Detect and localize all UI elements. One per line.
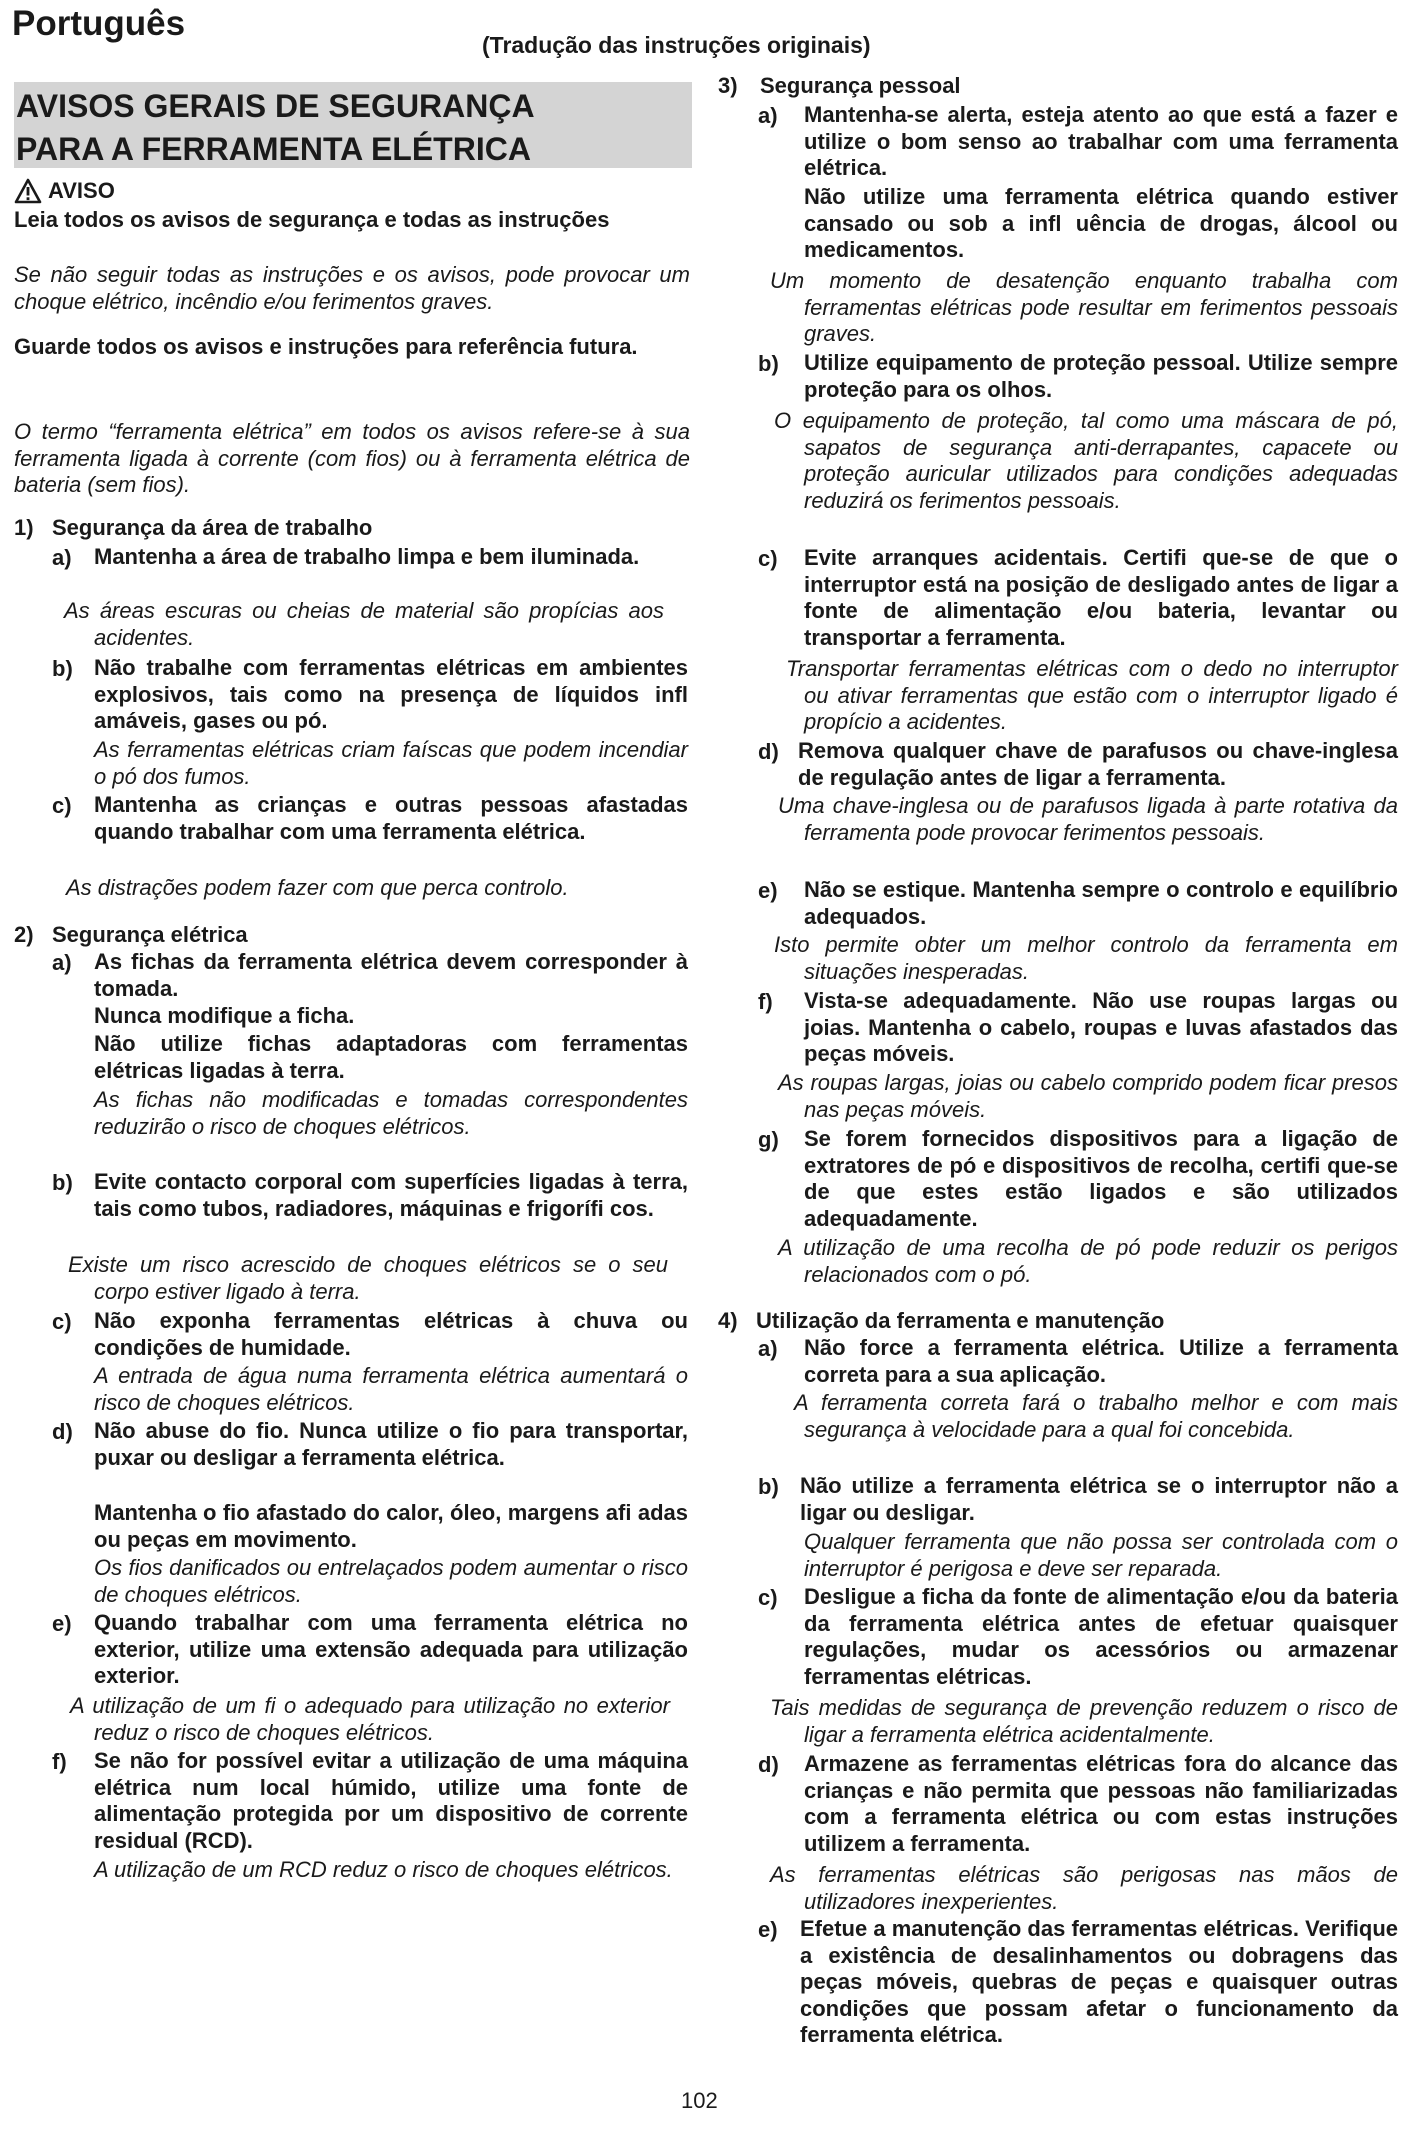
section-1-number: 1)	[14, 515, 34, 540]
page-number: 102	[681, 2088, 718, 2113]
warning-read-all: Leia todos os avisos de segurança e todas as instruções	[14, 207, 610, 232]
s3-b-text: Utilize equipamento de proteção pessoal. Utilize sempre proteção para os olhos.	[804, 350, 1398, 402]
s2-d-note: Os fios danificados ou entrelaçados podem aumentar o risco de choques elétricos.	[94, 1555, 688, 1607]
s1-a-note: As áreas escuras ou cheias de material são propícias aos acidentes.	[64, 598, 664, 650]
s2-e-label: e)	[52, 1611, 72, 1636]
warning-label: AVISO	[48, 178, 115, 203]
s4-c-text: Desligue a ficha da fonte de alimentação e/ou da bateria da ferramenta elétrica antes de efetuar quaisquer regulações, mudar os acessórios ou armazenar ferramentas elétricas.	[804, 1584, 1398, 1689]
s2-b-text: Evite contacto corporal com superfícies ligadas à terra, tais como tubos, radiadores, máquinas e frigorífi cos.	[94, 1169, 688, 1221]
s3-g-note: A utilização de uma recolha de pó pode reduzir os perigos relacionados com o pó.	[778, 1235, 1398, 1287]
s1-b-note: As ferramentas elétricas criam faíscas que podem incendiar o pó dos fumos.	[94, 737, 688, 789]
s3-e-note: Isto permite obter um melhor controlo da ferramenta em situações inesperadas.	[774, 932, 1398, 984]
s3-f-label: f)	[758, 989, 773, 1014]
language-heading: Português	[12, 4, 186, 43]
s2-b-note: Existe um risco acrescido de choques elétricos se o seu corpo estiver ligado à terra.	[68, 1252, 668, 1304]
s2-a-label: a)	[52, 950, 72, 975]
s2-d-label: d)	[52, 1419, 73, 1444]
s3-a-text-1: Mantenha-se alerta, esteja atento ao que está a fazer e utilize o bom senso ao trabalhar com uma ferramenta elétrica.	[804, 102, 1398, 180]
s3-a-note: Um momento de desatenção enquanto trabalha com ferramentas elétricas pode resultar em ferimentos pessoais graves.	[770, 268, 1398, 346]
s1-b-label: b)	[52, 656, 73, 681]
s3-b-note: O equipamento de proteção, tal como uma máscara de pó, sapatos de segurança anti-derrapantes, capacete ou proteção auricular utilizados para condições adequadas reduzirá os ferimentos pessoais.	[774, 408, 1398, 513]
s4-b-label: b)	[758, 1474, 779, 1499]
s4-a-label: a)	[758, 1336, 778, 1361]
s2-c-label: c)	[52, 1309, 72, 1334]
s1-b-text: Não trabalhe com ferramentas elétricas em ambientes explosivos, tais como na presença de líquidos infl amáveis, gases ou pó.	[94, 655, 688, 733]
s1-c-text: Mantenha as crianças e outras pessoas afastadas quando trabalhar com uma ferramenta elétrica.	[94, 792, 688, 844]
s2-f-text: Se não for possível evitar a utilização de uma máquina elétrica num local húmido, utilize uma fonte de alimentação protegida por um dispositivo de corrente residual (RCD).	[94, 1748, 688, 1853]
s3-f-text: Vista-se adequadamente. Não use roupas largas ou joias. Mantenha o cabelo, roupas e luvas afastados das peças móveis.	[804, 988, 1398, 1066]
banner-line-2: PARA A FERRAMENTA ELÉTRICA	[16, 131, 531, 167]
section-2-title: Segurança elétrica	[52, 922, 248, 947]
s3-c-text: Evite arranques acidentais. Certifi que-se de que o interruptor está na posição de desligado antes de ligar a fonte de alimentação e/ou bateria, levantar ou transportar a ferramenta.	[804, 545, 1398, 650]
s4-d-label: d)	[758, 1752, 779, 1777]
s4-d-text: Armazene as ferramentas elétricas fora do alcance das crianças e não permita que pessoas não familiarizadas com a ferramenta elétrica ou com estas instruções utilizem a ferramenta.	[804, 1751, 1398, 1856]
s2-a-note: As fichas não modificadas e tomadas correspondentes reduzirão o risco de choques elétricos.	[94, 1087, 688, 1139]
translation-note: (Tradução das instruções originais)	[482, 32, 871, 58]
section-3-number: 3)	[718, 73, 738, 98]
s2-a-text-2: Nunca modifique a ficha.	[94, 1003, 355, 1028]
s3-f-note: As roupas largas, joias ou cabelo comprido podem ficar presos nas peças móveis.	[778, 1070, 1398, 1122]
s2-c-text: Não exponha ferramentas elétricas à chuva ou condições de humidade.	[94, 1308, 688, 1360]
s3-b-label: b)	[758, 351, 779, 376]
s4-a-text: Não force a ferramenta elétrica. Utilize a ferramenta correta para a sua aplicação.	[804, 1335, 1398, 1387]
s3-d-note: Uma chave-inglesa ou de parafusos ligada à parte rotativa da ferramenta pode provocar ferimentos pessoais.	[778, 793, 1398, 845]
s4-d-note: As ferramentas elétricas são perigosas nas mãos de utilizadores inexperientes.	[770, 1862, 1398, 1914]
s4-a-note: A ferramenta correta fará o trabalho melhor e com mais segurança à velocidade para a qual foi concebida.	[794, 1390, 1398, 1442]
s3-a-text-2: Não utilize uma ferramenta elétrica quando estiver cansado ou sob a infl uência de drogas, álcool ou medicamentos.	[804, 184, 1398, 262]
s3-e-text: Não se estique. Mantenha sempre o controlo e equilíbrio adequados.	[804, 877, 1398, 929]
warning-triangle-icon	[14, 178, 42, 204]
s3-d-text: Remova qualquer chave de parafusos ou chave-inglesa de regulação antes de ligar a ferramenta.	[798, 738, 1398, 790]
section-3-title: Segurança pessoal	[760, 73, 961, 98]
s2-f-note: A utilização de um RCD reduz o risco de choques elétricos.	[94, 1857, 673, 1882]
s1-c-note: As distrações podem fazer com que perca controlo.	[66, 875, 569, 900]
s1-c-label: c)	[52, 793, 72, 818]
s3-g-text: Se forem fornecidos dispositivos para a ligação de extratores de pó e dispositivos de recolha, certifi que-se de que estes estão ligados e são utilizados adequadamente.	[804, 1126, 1398, 1231]
s2-e-text: Quando trabalhar com uma ferramenta elétrica no exterior, utilize uma extensão adequada para utilização exterior.	[94, 1610, 688, 1688]
s3-c-note: Transportar ferramentas elétricas com o dedo no interruptor ou ativar ferramentas que estão com o interruptor ligado é propício a acidentes.	[786, 656, 1398, 734]
s3-g-label: g)	[758, 1127, 779, 1152]
s1-a-label: a)	[52, 545, 72, 570]
s2-d-text-1: Não abuse do fio. Nunca utilize o fio para transportar, puxar ou desligar a ferramenta elétrica.	[94, 1418, 688, 1470]
s2-c-note: A entrada de água numa ferramenta elétrica aumentará o risco de choques elétricos.	[94, 1363, 688, 1415]
warning-heading	[14, 178, 115, 204]
s2-a-text-3: Não utilize fichas adaptadoras com ferramentas elétricas ligadas à terra.	[94, 1031, 688, 1083]
s4-b-text: Não utilize a ferramenta elétrica se o interruptor não a ligar ou desligar.	[800, 1473, 1398, 1525]
s4-e-label: e)	[758, 1917, 778, 1942]
s2-a-text-1: As fichas da ferramenta elétrica devem corresponder à tomada.	[94, 949, 688, 1001]
s2-e-note: A utilização de um fi o adequado para utilização no exterior reduz o risco de choques elétricos.	[70, 1693, 670, 1745]
banner-line-1: AVISOS GERAIS DE SEGURANÇA	[16, 88, 535, 124]
s3-d-label: d)	[758, 739, 779, 764]
warning-term-definition: O termo “ferramenta elétrica” em todos os avisos refere-se à sua ferramenta ligada à corrente (com fios) ou à ferramenta elétrica de bateria (sem fios).	[14, 419, 690, 497]
s4-c-note: Tais medidas de segurança de prevenção reduzem o risco de ligar a ferramenta elétrica acidentalmente.	[770, 1695, 1398, 1747]
s2-f-label: f)	[52, 1749, 67, 1774]
section-4-title: Utilização da ferramenta e manutenção	[756, 1308, 1165, 1333]
section-1-title: Segurança da área de trabalho	[52, 515, 373, 540]
s4-c-label: c)	[758, 1585, 778, 1610]
s3-e-label: e)	[758, 878, 778, 903]
s1-a-text: Mantenha a área de trabalho limpa e bem iluminada.	[94, 544, 640, 569]
s2-d-text-2: Mantenha o fio afastado do calor, óleo, margens afi adas ou peças em movimento.	[94, 1500, 688, 1552]
safety-banner	[14, 82, 692, 168]
section-4-number: 4)	[718, 1308, 738, 1333]
s4-b-note: Qualquer ferramenta que não possa ser controlada com o interruptor é perigosa e deve ser reparada.	[804, 1529, 1398, 1581]
warning-consequence: Se não seguir todas as instruções e os avisos, pode provocar um choque elétrico, incêndio e/ou ferimentos graves.	[14, 262, 690, 314]
section-2-number: 2)	[14, 922, 34, 947]
s2-b-label: b)	[52, 1170, 73, 1195]
warning-keep-instructions: Guarde todos os avisos e instruções para referência futura.	[14, 334, 638, 359]
s3-c-label: c)	[758, 546, 778, 571]
s3-a-label: a)	[758, 103, 778, 128]
s4-e-text: Efetue a manutenção das ferramentas elétricas. Verifique a existência de desalinhamentos ou dobragens das peças móveis, quebras de peças e quaisquer outras condições que possam afetar o funcionamento da ferramenta elétrica.	[800, 1916, 1398, 2047]
